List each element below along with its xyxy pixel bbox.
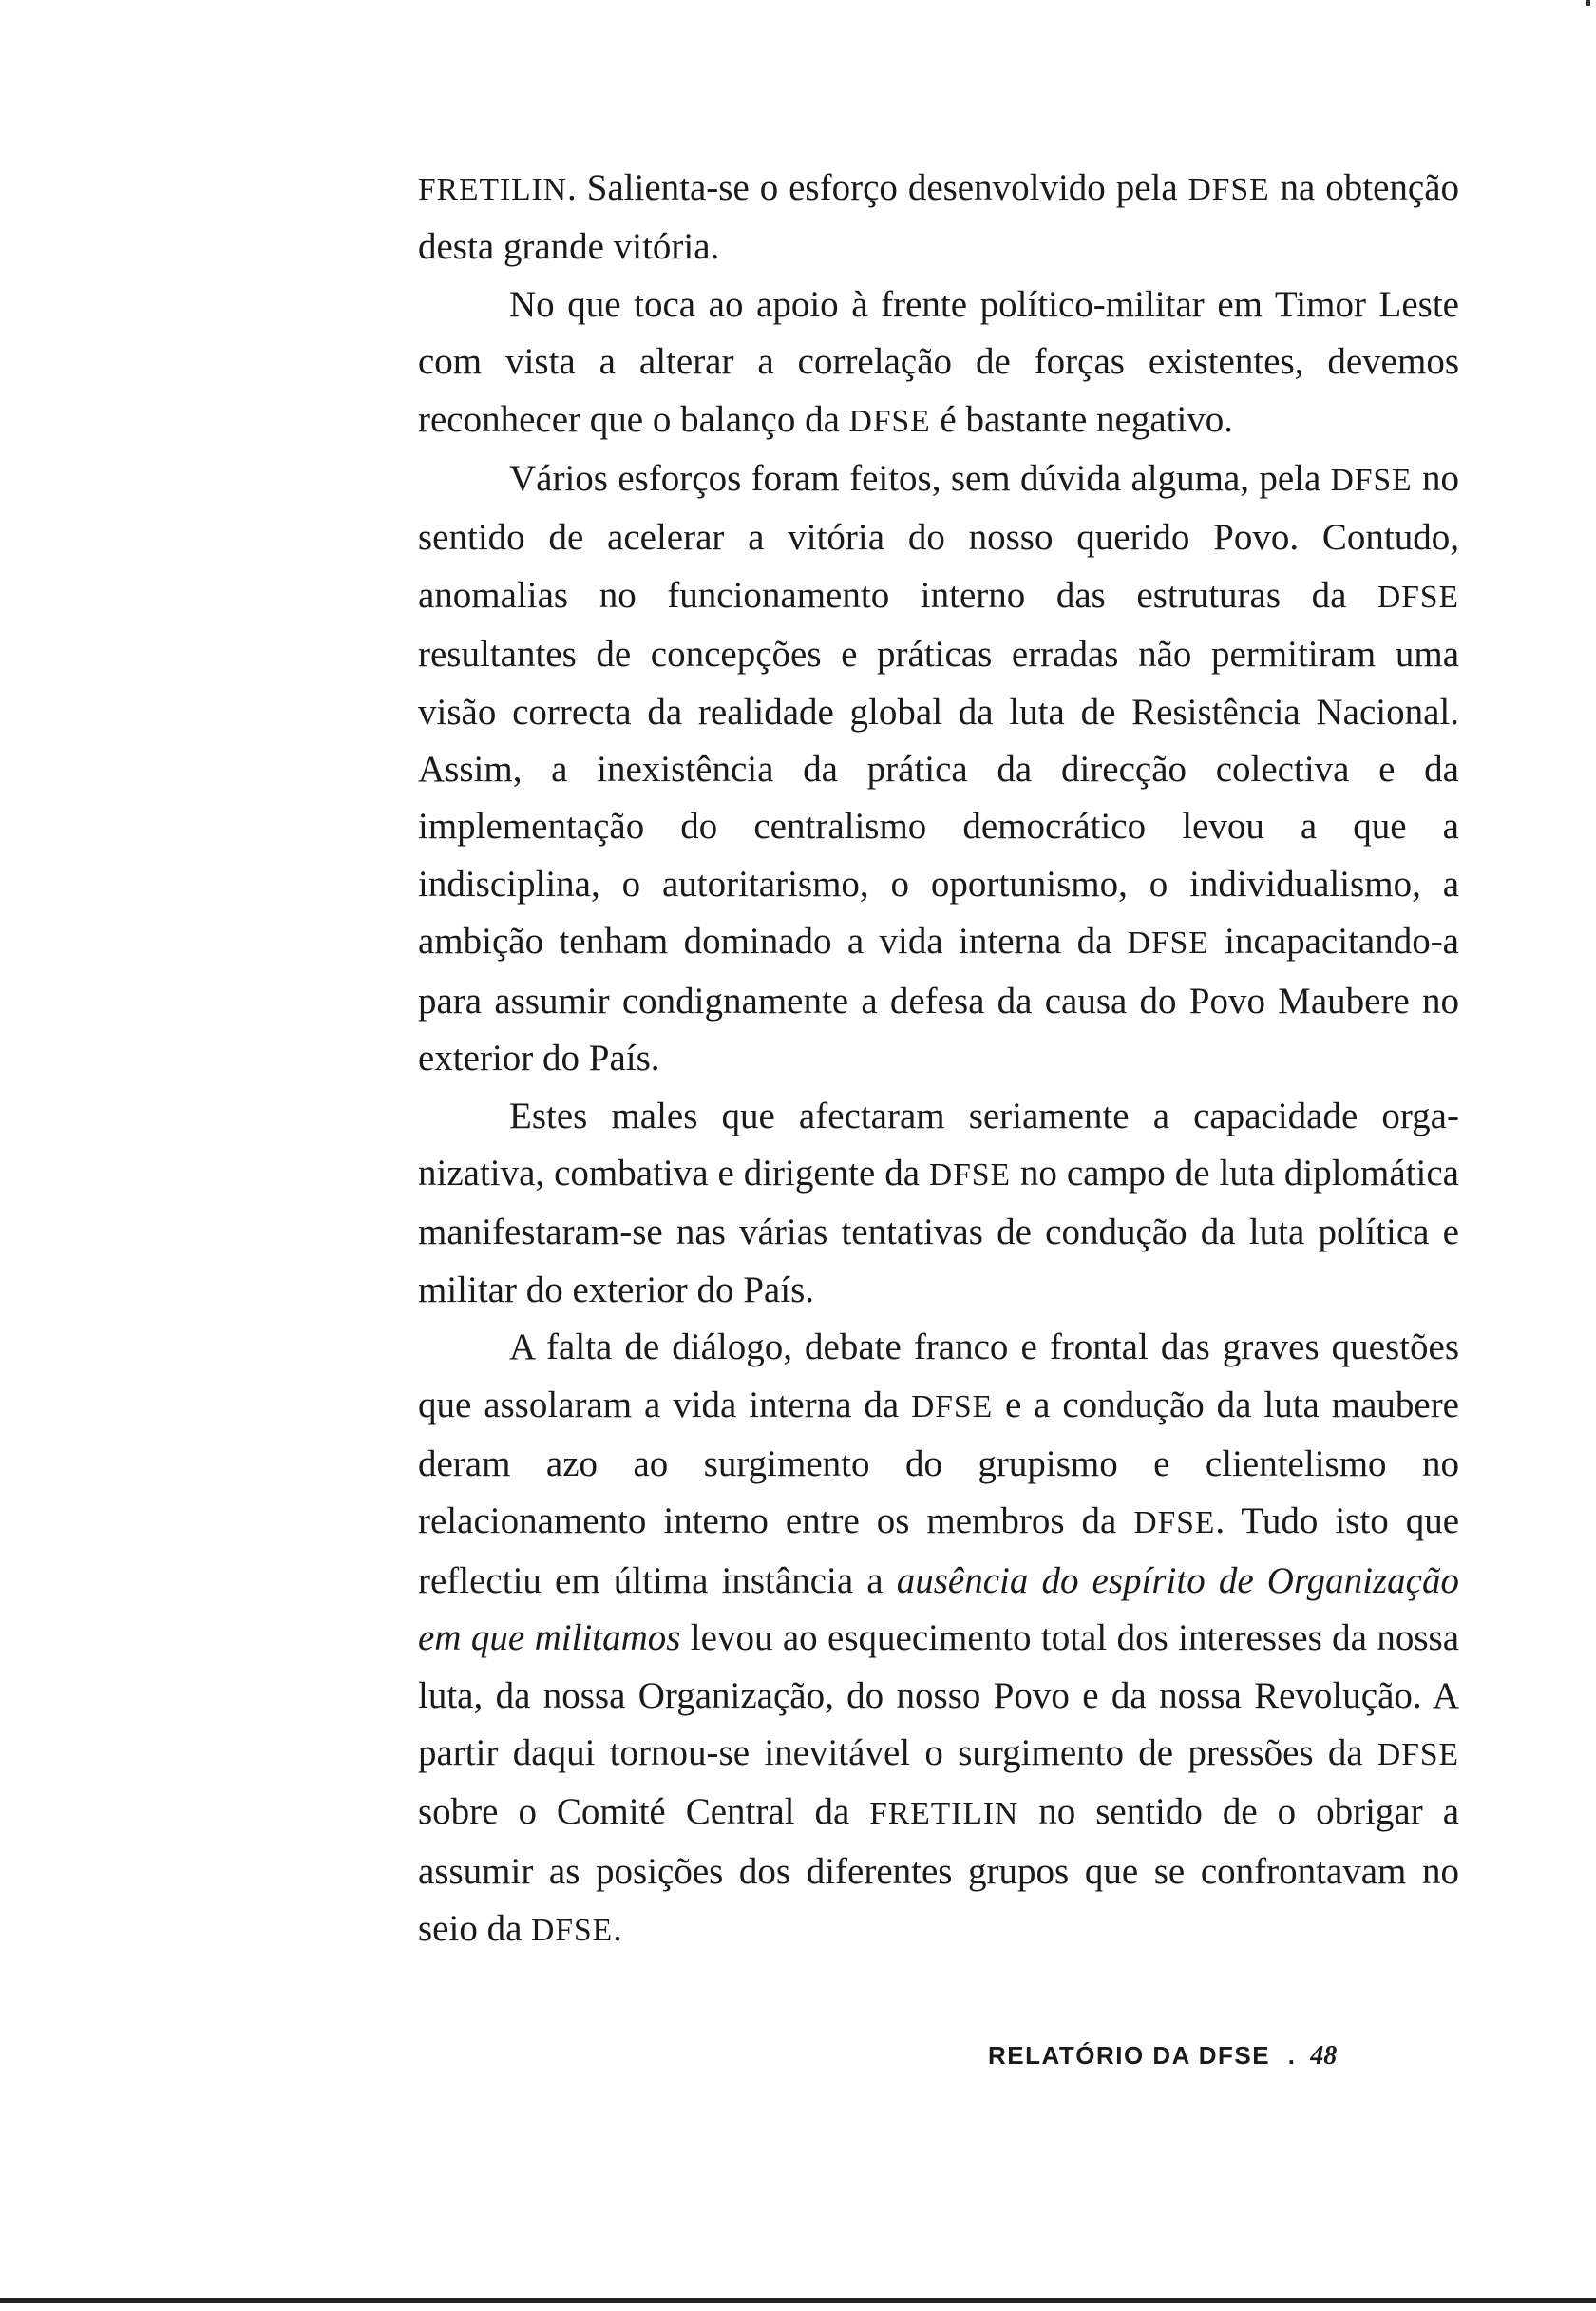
text-run: . Tudo isto que reflectiu em última instância a bbox=[418, 1500, 1459, 1601]
paragraph-4 bbox=[418, 1088, 1459, 1320]
paragraph-3 bbox=[418, 450, 1459, 1087]
acronym: DFSE bbox=[1378, 1736, 1459, 1772]
paragraph-1 bbox=[418, 160, 1459, 277]
body-text bbox=[418, 160, 1459, 1960]
acronym: DFSE bbox=[848, 403, 931, 439]
text-run: . bbox=[613, 1908, 622, 1950]
paragraph-2 bbox=[418, 277, 1459, 450]
text-run: resultantes de concepções e práticas erradas não permitiram uma visão correcta da realidade global da luta de Resistência Nacional. Assim, a inexistência da prática da direcção colectiva e da implementação do centralismo democrático levou a que a indisciplina, o autoritarismo, o oportunismo, o individualismo, a ambição tenham dominado a vida interna da bbox=[418, 634, 1459, 963]
footer-separator: . bbox=[1287, 2041, 1297, 2070]
text-run: na obtenção desta grande vitória. bbox=[418, 167, 1460, 268]
acronym: DFSE bbox=[911, 1388, 994, 1424]
text-run: é bastante negativo. bbox=[930, 398, 1234, 440]
page-footer bbox=[988, 2041, 1337, 2072]
paragraph-5 bbox=[418, 1319, 1459, 1959]
acronym: DFSE bbox=[1188, 172, 1270, 207]
acronym: DFSE bbox=[929, 1156, 1011, 1193]
text-run: No que toca ao apoio à frente político-militar em Timor Leste com vista a alterar a correlação de forças existentes, devemos reconhecer que o balanço da bbox=[418, 283, 1459, 440]
text-run: A falta de diálogo, debate franco e frontal das graves questões que assolaram a vida interna da bbox=[418, 1327, 1459, 1425]
scan-mark bbox=[1586, 0, 1590, 6]
acronym: DFSE bbox=[531, 1913, 614, 1949]
text-run: Vários esforços foram feitos, sem dúvida alguma, pela bbox=[509, 458, 1331, 500]
acronym: DFSE bbox=[1133, 1505, 1216, 1541]
acronym: DFSE bbox=[1378, 579, 1459, 615]
text-run: no sentido de o obrigar a assumir as posições dos diferentes grupos que se confrontavam no seio da bbox=[418, 1791, 1460, 1950]
acronym: DFSE bbox=[1127, 926, 1209, 962]
text-run: . Salienta-se o esforço desenvolvido pela bbox=[567, 167, 1188, 208]
text-run: e a condução da luta maubere deram azo ao surgimento do grupismo e clientelismo no relacionamento interno entre os membros da bbox=[418, 1384, 1459, 1542]
text-run: Estes males que afectaram seriamente a capacidade organizativa, combativa e dirigente da bbox=[418, 1095, 1459, 1194]
page-number: 48 bbox=[1310, 2041, 1338, 2071]
text-run: levou ao esquecimento total dos interesses da nossa luta, da nossa Organização, do nosso Povo e da nossa Revolução. A partir daqui tornou-se inevitável o surgimento de pressões da bbox=[418, 1617, 1460, 1773]
acronym: FRETILIN bbox=[869, 1796, 1019, 1832]
acronym: FRETILIN bbox=[418, 172, 568, 207]
text-run: sobre o Comité Central da bbox=[418, 1791, 870, 1833]
acronym: DFSE bbox=[1330, 463, 1413, 499]
text-run: incapacitando-a para assumir condignamente a defesa da causa do Povo Maubere no exterior do País. bbox=[418, 921, 1459, 1079]
running-title: RELATÓRIO DA DFSE bbox=[988, 2041, 1271, 2070]
text-run: no campo de luta diplomática manifestaram-se nas várias tentativas de condução da luta política e militar do exterior do País. bbox=[418, 1152, 1459, 1310]
bottom-edge-rule bbox=[0, 2298, 1596, 2303]
italic-phrase: ausência do espírito de Organização em que militamos bbox=[418, 1559, 1459, 1659]
text-run: no sentido de acelerar a vitória do nosso querido Povo. Contudo, anomalias no funcionamento interno das estruturas da bbox=[418, 458, 1459, 616]
